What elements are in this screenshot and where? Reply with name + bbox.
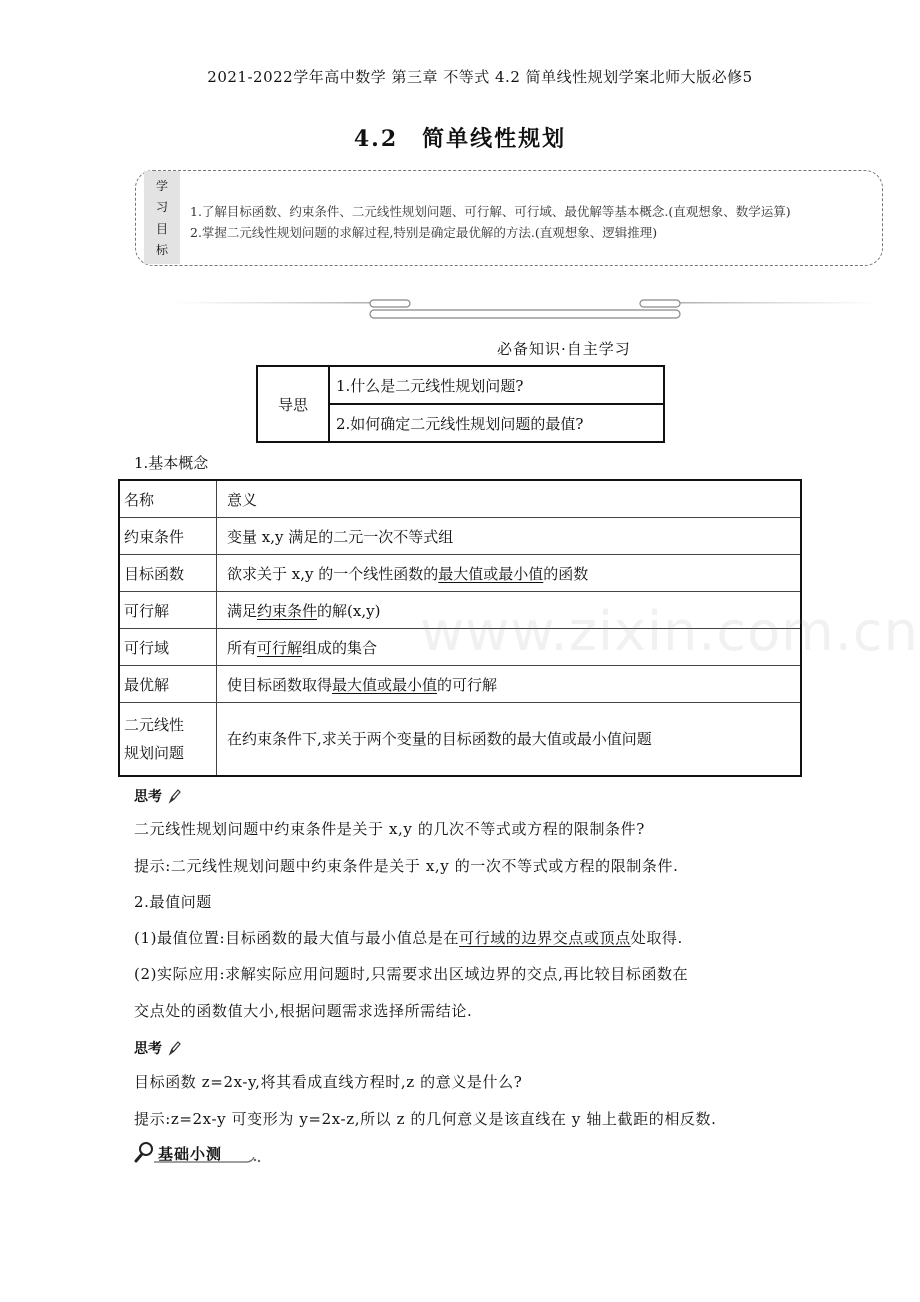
think-label [134, 1038, 181, 1058]
objective-item: 1.了解目标函数、约束条件、二元线性规划问题、可行解、可行域、最优解等基本概念.(直观想象、数学运算) [190, 204, 791, 219]
objectives-tab-char: 目 [155, 221, 168, 236]
guide-question: 1.什么是二元线性规划问题? [329, 366, 664, 404]
think-question: 目标函数 z=2x-y,将其看成直线方程时,z 的意义是什么? [134, 1073, 523, 1091]
extremum-heading: 2.最值问题 [134, 893, 212, 911]
think-label [134, 786, 181, 806]
concept-name: 可行解 [119, 592, 217, 629]
text-segment: 在约束条件下,求关于两个变量的目标函数的最大值或最小值问题 [227, 730, 652, 748]
objectives-tab [144, 171, 180, 264]
table-row [119, 703, 801, 777]
guide-table [256, 365, 665, 443]
table-row [119, 666, 801, 703]
concept-name-line: 规划问题 [124, 744, 185, 762]
concept-name: 最优解 [119, 666, 217, 703]
text-segment: 欲求关于 x,y 的一个线性函数的 [227, 564, 439, 583]
think-label-text: 思考 [134, 1041, 162, 1057]
objectives-list [190, 201, 791, 243]
underlined-term: 可行解 [257, 638, 303, 657]
concept-name [119, 703, 217, 777]
text-segment: (1)最值位置:目标函数的最大值与最小值总是在 [134, 929, 460, 947]
concepts-heading: 1.基本概念 [134, 454, 209, 472]
concept-meaning [217, 703, 802, 777]
think-question: 二元线性规划问题中约束条件是关于 x,y 的几次不等式或方程的限制条件? [134, 820, 645, 838]
concept-name-line: 二元线性 [124, 716, 185, 734]
think-label-text: 思考 [134, 789, 162, 805]
think-hint: 提示:二元线性规划问题中约束条件是关于 x,y 的一次不等式或方程的限制条件. [134, 857, 679, 875]
underlined-term: 最大值或最小值 [332, 675, 438, 694]
objective-item: 2.掌握二元线性规划问题的求解过程,特别是确定最优解的方法.(直观想象、逻辑推理) [190, 225, 658, 240]
table-row [119, 555, 801, 592]
page-title: 4.2 简单线性规划 [353, 126, 567, 152]
underlined-term: 最大值或最小值 [438, 564, 544, 583]
page-header: 2021-2022学年高中数学 第三章 不等式 4.2 简单线性规划学案北师大版必修5 [207, 68, 753, 86]
extremum-application-line: 交点处的函数值大小,根据问题需求选择所需结论. [134, 1002, 473, 1020]
learning-objectives-box [135, 170, 883, 266]
objectives-tab-char: 学 [155, 179, 168, 194]
extremum-position-text [134, 927, 683, 948]
watermark: www.zixin.com.cn [420, 600, 919, 663]
text-segment: 使目标函数取得 [227, 675, 333, 694]
concept-name: 目标函数 [119, 555, 217, 592]
text-segment: 的可行解 [437, 675, 498, 694]
guide-label: 导思 [257, 366, 329, 442]
text-segment: 所有 [227, 638, 258, 657]
text-segment: 的函数 [543, 564, 589, 583]
objectives-tab-char: 习 [155, 200, 168, 215]
objectives-tab-char: 标 [155, 242, 168, 257]
concept-name: 可行域 [119, 629, 217, 666]
concept-meaning [217, 518, 802, 555]
concept-meaning [217, 666, 802, 703]
column-header-name: 名称 [119, 480, 217, 518]
extremum-application-line: (2)实际应用:求解实际应用问题时,只需要求出区域边界的交点,再比较目标函数在 [134, 965, 689, 983]
text-segment: 处取得. [630, 929, 683, 947]
table-row [119, 518, 801, 555]
text-segment: 变量 x,y 满足的二元一次不等式组 [227, 527, 454, 546]
text-segment: 的解(x,y) [317, 601, 381, 620]
concept-name: 约束条件 [119, 518, 217, 555]
section-heading: 必备知识·自主学习 [497, 340, 631, 358]
column-header-meaning: 意义 [217, 480, 802, 518]
decorative-divider [170, 298, 880, 322]
concept-meaning [217, 555, 802, 592]
text-segment: 组成的集合 [302, 638, 378, 657]
guide-question: 2.如何确定二元线性规划问题的最值? [329, 404, 664, 442]
think-hint: 提示:z=2x-y 可变形为 y=2x-z,所以 z 的几何意义是该直线在 y 轴上截距的相反数. [134, 1110, 717, 1128]
text-segment: 满足 [227, 601, 258, 620]
underlined-term: 约束条件 [257, 601, 318, 620]
pencil-icon [167, 788, 181, 804]
basic-test-banner [134, 1140, 264, 1166]
underlined-term: 可行域的边界交点或顶点 [459, 929, 631, 947]
table-header-row [119, 480, 801, 518]
pencil-icon [167, 1040, 181, 1056]
basic-test-label: 基础小测 [158, 1145, 223, 1163]
